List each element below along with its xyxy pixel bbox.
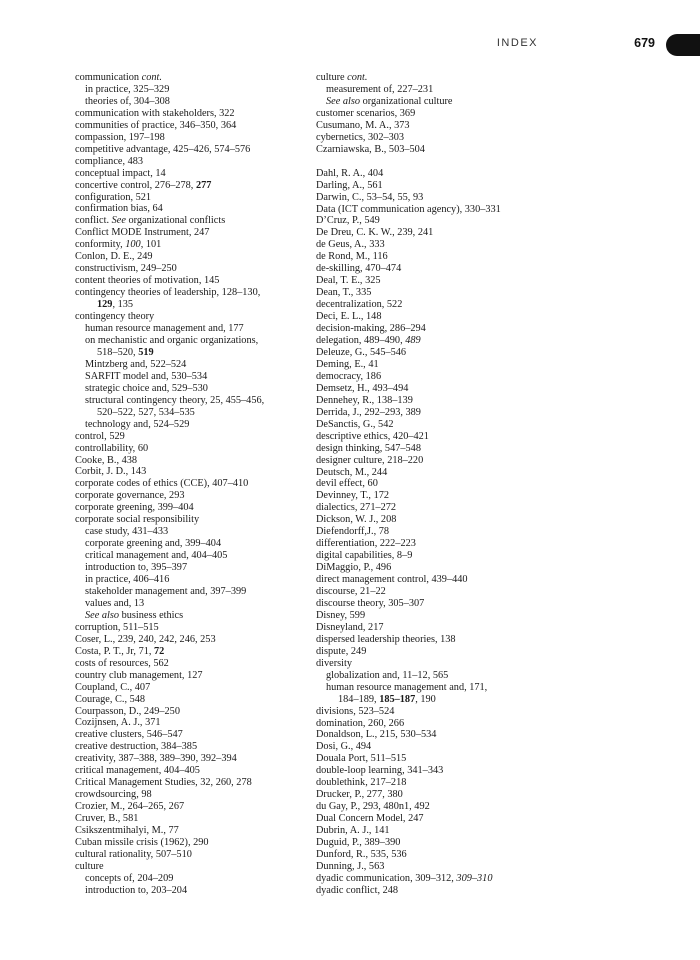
index-entry: compliance, 483: [75, 155, 144, 167]
index-entry: crowdsourcing, 98: [75, 789, 152, 801]
index-entry: Cusumano, M. A., 373: [316, 119, 410, 131]
index-subentry: Mintzberg and, 522–524: [85, 358, 187, 370]
index-entry: delegation, 489–490, 489: [316, 335, 421, 347]
index-subentry: globalization and, 11–12, 565: [326, 669, 449, 681]
index-entry: conformity, 100, 101: [75, 239, 162, 251]
index-entry: creative destruction, 384–385: [75, 741, 198, 753]
index-entry: domination, 260, 266: [316, 717, 405, 729]
index-entry: devil effect, 60: [316, 478, 378, 490]
index-subentry: measurement of, 227–231: [326, 83, 434, 95]
index-entry: doublethink, 217–218: [316, 777, 407, 789]
index-subentry: in practice, 406–416: [85, 574, 170, 586]
index-entry: dyadic communication, 309–312, 309–310: [316, 872, 493, 884]
index-entry: Crozier, M., 264–265, 267: [75, 801, 185, 813]
index-entry: De Dreu, C. K. W., 239, 241: [316, 227, 434, 239]
index-entry: content theories of motivation, 145: [75, 275, 220, 287]
index-entry: Douala Port, 511–515: [316, 753, 407, 765]
index-entry: decentralization, 522: [316, 299, 403, 311]
index-entry: customer scenarios, 369: [316, 107, 416, 119]
index-entry: Cuban missile crisis (1962), 290: [75, 837, 209, 848]
index-subentry: introduction to, 395–397: [85, 562, 188, 574]
index-entry: diversity: [316, 657, 353, 669]
index-entry: descriptive ethics, 420–421: [316, 430, 429, 442]
index-entry: democracy, 186: [316, 370, 382, 382]
index-entry: de Rond, M., 116: [316, 251, 388, 263]
index-entry: Cozijnsen, A. J., 371: [75, 717, 161, 729]
index-entry: discourse, 21–22: [316, 586, 386, 598]
index-entry: communities of practice, 346–350, 364: [75, 119, 237, 131]
index-entry: Courage, C., 548: [75, 693, 146, 705]
index-subentry: introduction to, 203–204: [85, 884, 188, 896]
index-entry: cybernetics, 302–303: [316, 131, 405, 143]
index-entry: digital capabilities, 8–9: [316, 550, 413, 562]
index-entry: Dunford, R., 535, 536: [316, 849, 407, 860]
index-entry: Corbit, J. D., 143: [75, 466, 147, 478]
index-subentry: concepts of, 204–209: [85, 872, 174, 884]
index-entry: Donaldson, L., 215, 530–534: [316, 729, 437, 741]
index-entry: dyadic conflict, 248: [316, 884, 399, 896]
index-entry: communication with stakeholders, 322: [75, 107, 235, 119]
index-entry: Dubrin, A. J., 141: [316, 825, 390, 837]
index-entry: corporate codes of ethics (CCE), 407–410: [75, 478, 249, 490]
index-entry: corporate governance, 293: [75, 490, 185, 502]
index-entry: Dean, T., 335: [316, 287, 372, 299]
index-entry: Duguid, P., 389–390: [316, 837, 401, 849]
page-header: [0, 36, 700, 56]
index-entry: corporate social responsibility: [75, 514, 200, 526]
index-entry: Disneyland, 217: [316, 621, 384, 633]
index-entry-continuation: 520–522, 527, 534–535: [97, 406, 195, 418]
index-entry: double-loop learning, 341–343: [316, 765, 444, 777]
index-entry: concertive control, 276–278, 277: [75, 179, 212, 191]
index-entry: direct management control, 439–440: [316, 574, 468, 586]
index-entry: DeSanctis, G., 542: [316, 418, 394, 430]
index-entry: Deutsch, M., 244: [316, 466, 388, 478]
index-entry: Courpasson, D., 249–250: [75, 705, 180, 717]
index-entry: controllability, 60: [75, 442, 149, 454]
index-entry: divisions, 523–524: [316, 705, 395, 717]
index-entry: du Gay, P., 293, 480n1, 492: [316, 801, 430, 813]
index-entry: Devinney, T., 172: [316, 490, 390, 502]
index-entry: designer culture, 218–220: [316, 454, 424, 466]
index-entry: competitive advantage, 425–426, 574–576: [75, 143, 251, 155]
letter-gap: [316, 156, 556, 168]
index-entry: Csikszentmihalyi, M., 77: [75, 825, 179, 837]
index-entry: culture: [75, 860, 104, 872]
index-entry: de-skilling, 470–474: [316, 263, 402, 275]
index-entry: Drucker, P., 277, 380: [316, 789, 403, 801]
index-entry: constructivism, 249–250: [75, 263, 177, 275]
index-entry: Conflict MODE Instrument, 247: [75, 227, 210, 239]
index-entry: communication cont.: [75, 72, 162, 83]
page-number: 679: [634, 36, 655, 50]
index-entry: culture cont.: [316, 72, 368, 83]
thumb-tab-mark: [666, 34, 700, 56]
index-subentry: case study, 431–433: [85, 526, 169, 538]
index-entry: Dual Concern Model, 247: [316, 813, 424, 825]
index-entry: discourse theory, 305–307: [316, 597, 425, 609]
index-entry: Coupland, C., 407: [75, 681, 151, 693]
index-column-left: [75, 72, 315, 897]
index-subentry: human resource management and, 171,: [326, 681, 488, 693]
index-entry: contingency theory: [75, 311, 155, 323]
index-entry: Dahl, R. A., 404: [316, 167, 384, 179]
index-entry: Deleuze, G., 545–546: [316, 346, 407, 358]
index-entry: Conlon, D. E., 249: [75, 251, 153, 263]
index-subentry: stakeholder management and, 397–399: [85, 585, 247, 597]
index-entry: de Geus, A., 333: [316, 239, 385, 251]
index-subentry: in practice, 325–329: [85, 83, 170, 95]
index-entry: country club management, 127: [75, 669, 203, 681]
index-entry-continuation: 129, 135: [97, 299, 134, 311]
index-subentry: theories of, 304–308: [85, 95, 170, 107]
index-subentry: SARFIT model and, 530–534: [85, 370, 208, 382]
index-entry: Disney, 599: [316, 609, 366, 621]
index-entry: Data (ICT communication agency), 330–331: [316, 203, 501, 215]
index-subentry: technology and, 524–529: [85, 418, 190, 430]
index-entry-continuation: 518–520, 519: [97, 346, 154, 358]
index-entry: conceptual impact, 14: [75, 167, 166, 179]
index-entry: Darwin, C., 53–54, 55, 93: [316, 191, 424, 203]
index-entry: Dickson, W. J., 208: [316, 514, 397, 526]
index-entry: differentiation, 222–223: [316, 538, 416, 550]
index-subentry: values and, 13: [85, 597, 145, 609]
index-entry: Derrida, J., 292–293, 389: [316, 406, 421, 418]
index-subentry: corporate greening and, 399–404: [85, 538, 222, 550]
index-subentry: See also organizational culture: [326, 95, 453, 107]
index-entry: Demsetz, H., 493–494: [316, 382, 409, 394]
index-entry: dialectics, 271–272: [316, 502, 397, 514]
index-entry: Coser, L., 239, 240, 242, 246, 253: [75, 633, 216, 645]
index-entry: critical management, 404–405: [75, 765, 200, 777]
index-entry: corporate greening, 399–404: [75, 502, 194, 514]
index-entry: conflict. See organizational conflicts: [75, 215, 226, 227]
index-entry: D’Cruz, P., 549: [316, 215, 380, 227]
index-entry: creative clusters, 546–547: [75, 729, 183, 741]
index-entry: corruption, 511–515: [75, 621, 159, 633]
index-subentry: human resource management and, 177: [85, 323, 244, 335]
index-entry: decision-making, 286–294: [316, 323, 426, 335]
index-entry: Deming, E., 41: [316, 358, 379, 370]
index-entry: Darling, A., 561: [316, 179, 383, 191]
index-entry: compassion, 197–198: [75, 131, 165, 143]
index-entry: DiMaggio, P., 496: [316, 562, 392, 574]
index-subentry: strategic choice and, 529–530: [85, 382, 208, 394]
index-subentry: See also business ethics: [85, 609, 184, 621]
index-entry: contingency theories of leadership, 128–130,: [75, 287, 261, 299]
index-entry-continuation: 184–189, 185–187, 190: [338, 693, 436, 705]
index-entry: Diefendorff,J., 78: [316, 526, 390, 538]
index-entry: control, 529: [75, 430, 125, 442]
index-entry: design thinking, 547–548: [316, 442, 421, 454]
index-entry: Costa, P. T., Jr, 71, 72: [75, 645, 165, 657]
index-entry: dispute, 249: [316, 645, 367, 657]
index-subentry: on mechanistic and organic organizations,: [85, 334, 259, 346]
index-entry: Dennehey, R., 138–139: [316, 394, 413, 406]
index-entry: Deal, T. E., 325: [316, 275, 381, 287]
index-entry: Deci, E. L., 148: [316, 311, 382, 323]
running-head: INDEX: [496, 37, 538, 49]
index-entry: configuration, 521: [75, 191, 152, 203]
index-entry: dispersed leadership theories, 138: [316, 633, 456, 645]
index-column-right: [316, 72, 556, 897]
index-entry: costs of resources, 562: [75, 657, 169, 669]
index-entry: Cooke, B., 438: [75, 454, 138, 466]
index-entry: creativity, 387–388, 389–390, 392–394: [75, 753, 237, 765]
index-entry: Cruver, B., 581: [75, 813, 139, 825]
index-entry: Dosi, G., 494: [316, 741, 372, 753]
index-entry: confirmation bias, 64: [75, 203, 163, 215]
index-entry: Czarniawska, B., 503–504: [316, 143, 425, 155]
index-subentry: structural contingency theory, 25, 455–456,: [85, 394, 265, 406]
index-entry: cultural rationality, 507–510: [75, 848, 192, 860]
index-subentry: critical management and, 404–405: [85, 550, 228, 562]
index-entry: Critical Management Studies, 32, 260, 278: [75, 777, 252, 789]
index-entry: Dunning, J., 563: [316, 860, 385, 872]
